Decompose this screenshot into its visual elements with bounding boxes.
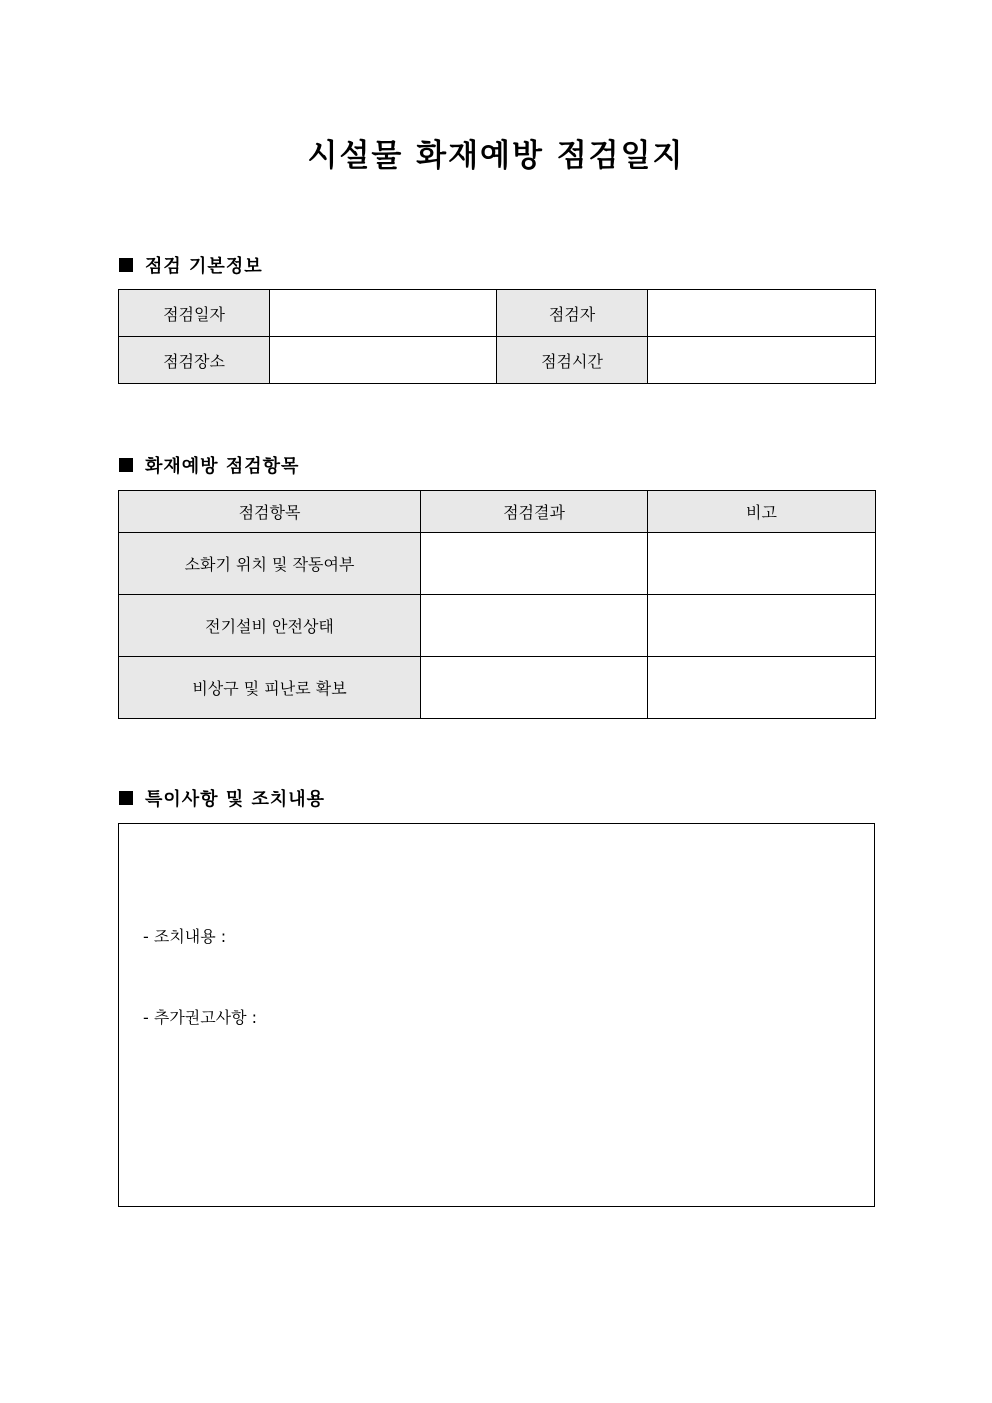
location-label: 점검장소 <box>119 337 270 384</box>
column-header-note: 비고 <box>648 491 876 533</box>
remarks-lines <box>143 869 257 1085</box>
table-header-row <box>119 491 876 533</box>
section-heading-label: 점검 기본정보 <box>145 256 263 277</box>
date-label: 점검일자 <box>119 290 270 337</box>
black-square-icon <box>119 458 133 472</box>
remarks-line-action: - 조치내용 : <box>143 927 227 946</box>
page-title: 시설물 화재예방 점검일지 <box>307 138 685 174</box>
column-header-item: 점검항목 <box>119 491 421 533</box>
date-field[interactable] <box>270 290 497 337</box>
time-label: 점검시간 <box>497 337 648 384</box>
basic-info-table <box>118 289 876 384</box>
table-row <box>119 533 876 595</box>
checklist-result-field[interactable] <box>421 657 648 719</box>
checklist-note-field[interactable] <box>648 595 876 657</box>
table-row <box>119 290 876 337</box>
column-header-result: 점검결과 <box>421 491 648 533</box>
checklist-result-field[interactable] <box>421 595 648 657</box>
remarks-box[interactable] <box>118 823 875 1207</box>
table-row <box>119 595 876 657</box>
section-heading-checklist <box>119 452 299 478</box>
section-heading-label: 특이사항 및 조치내용 <box>145 789 326 810</box>
section-heading-remarks <box>119 785 325 811</box>
inspector-label: 점검자 <box>497 290 648 337</box>
black-square-icon <box>119 791 133 805</box>
section-heading-basic-info <box>119 252 263 278</box>
black-square-icon <box>119 258 133 272</box>
checklist-result-field[interactable] <box>421 533 648 595</box>
table-row <box>119 657 876 719</box>
remarks-line-recommendation: - 추가권고사항 : <box>143 1008 258 1027</box>
inspector-field[interactable] <box>648 290 876 337</box>
location-field[interactable] <box>270 337 497 384</box>
checklist-note-field[interactable] <box>648 657 876 719</box>
checklist-table <box>118 490 876 719</box>
table-row <box>119 337 876 384</box>
checklist-item-label: 비상구 및 피난로 확보 <box>119 657 421 719</box>
checklist-note-field[interactable] <box>648 533 876 595</box>
checklist-item-label: 소화기 위치 및 작동여부 <box>119 533 421 595</box>
time-field[interactable] <box>648 337 876 384</box>
checklist-item-label: 전기설비 안전상태 <box>119 595 421 657</box>
section-heading-label: 화재예방 점검항목 <box>145 456 300 477</box>
